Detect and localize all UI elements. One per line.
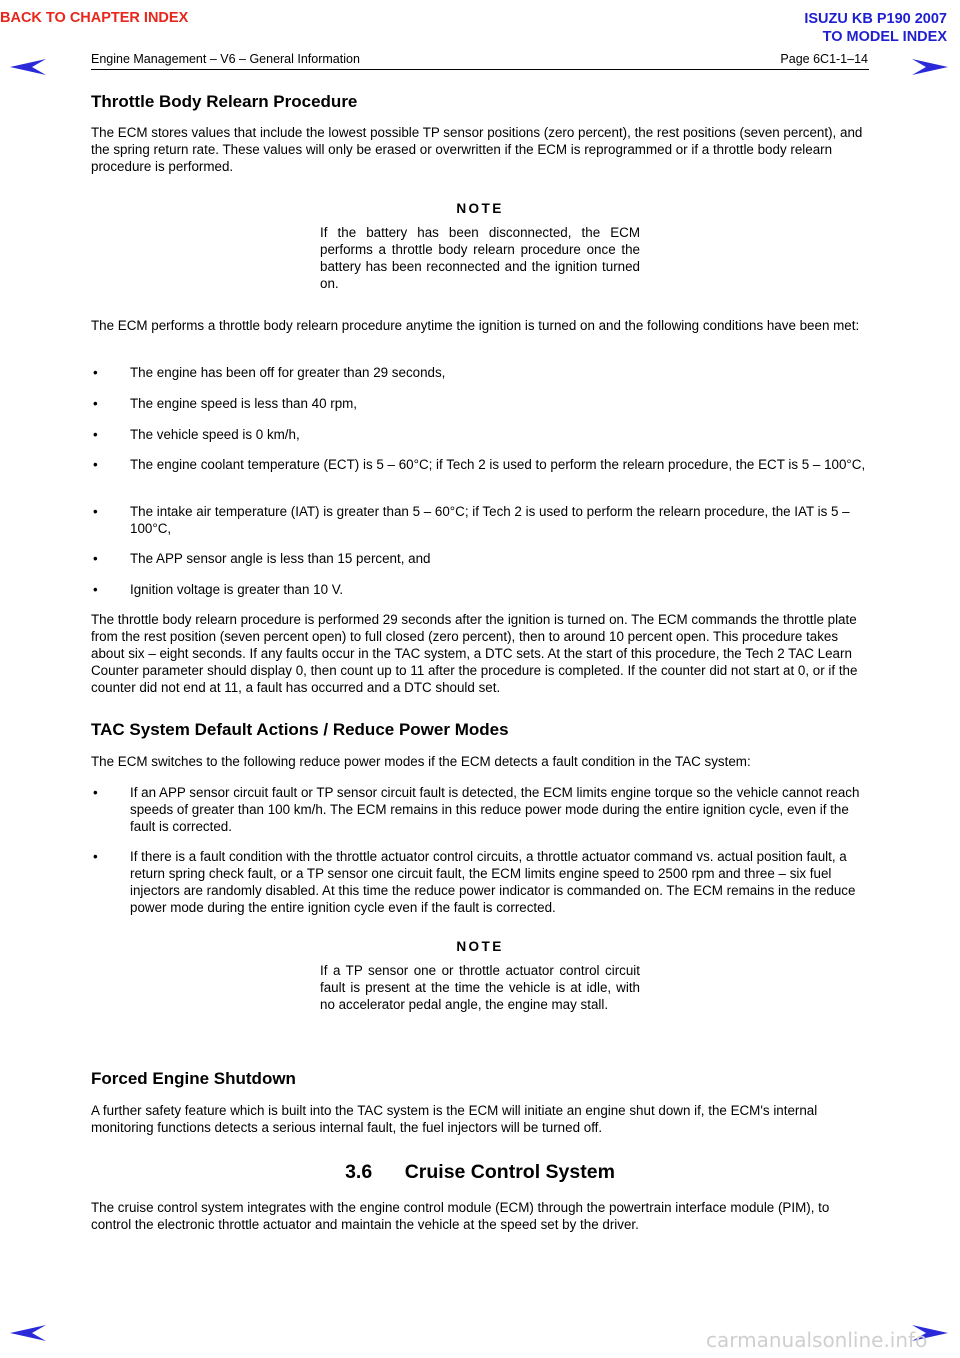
cruise-heading: 3.6 Cruise Control System [345,1161,615,1183]
shutdown-heading: Forced Engine Shutdown [91,1069,296,1088]
list-item: • Ignition voltage is greater than 10 V. [93,582,344,597]
header-rule [91,69,869,70]
next-page-arrow-icon[interactable] [910,56,950,78]
relearn-closing: The throttle body relearn procedure is performed 29 seconds after the ignition is turned on. The ECM commands the throttle plate from the rest position (seven percent open) to full closed (zero percent), then to around 10 percent open. This procedure takes about six – eight seconds. If any faults occur in the TAC system, a DTC sets. At the start of this procedure, the Tech 2 TAC Learn Counter parameter should display 0, then count up to 11 after the procedure is completed. If the counter did not start at 0, or if the counter did not end at 11, a fault has occurred and a DTC should set. [91,612,858,695]
list-item: • The engine coolant temperature (ECT) is 5 – 60°C; if Tech 2 is used to perform the relearn procedure, the ECT is 5 – 100°C, [93,457,866,472]
page-number: Page 6C1-1–14 [780,52,868,66]
list-item: • If there is a fault condition with the throttle actuator control circuits, a throttle actuator command vs. actual position fault, a return spring check fault, or a TP sensor one circuit fault, the ECM limits engine speed to 2500 rpm and three – six fuel injectors are randomly disabled. At this time the reduce power indicator is commanded on. The ECM remains in the reduce power mode during the entire ignition cycle even if the fault is corrected. [93,849,856,915]
list-item: • If an APP sensor circuit fault or TP sensor circuit fault is detected, the ECM limits engine torque so the vehicle cannot reach speeds of greater than 100 km/h. The ECM remains in this reduce power mode during the entire ignition cycle, even if the fault is corrected. [93,785,860,834]
note-body: If a TP sensor one or throttle actuator control circuit fault is present at the time the vehicle is at idle, with no accelerator pedal angle, the engine may stall. [320,963,640,1012]
list-item: • The intake air temperature (IAT) is greater than 5 – 60°C; if Tech 2 is used to perform the relearn procedure, the IAT is 5 – 100°C, [93,504,850,536]
bullet-icon: • [93,551,98,566]
to-model-index-link[interactable]: TO MODEL INDEX [822,29,947,45]
list-item: • The engine has been off for greater than 29 seconds, [93,365,446,380]
list-item: • The vehicle speed is 0 km/h, [93,427,300,442]
brand-title: ISUZU KB P190 2007 [804,11,947,27]
note-body: If the battery has been disconnected, the ECM performs a throttle body relearn procedure once the battery has been reconnected and the ignition turned on. [320,225,640,291]
shutdown-body: A further safety feature which is built into the TAC system is the ECM will initiate an engine shut down if, the ECM's internal monitoring functions detects a serious internal fault, the fuel injectors will be turned off. [91,1103,818,1135]
tac-intro: The ECM switches to the following reduce power modes if the ECM detects a fault condition in the TAC system: [91,754,751,769]
running-header-title: Engine Management – V6 – General Information [91,52,360,66]
list-item: • The APP sensor angle is less than 15 percent, and [93,551,431,566]
tac-heading: TAC System Default Actions / Reduce Power Modes [91,720,509,739]
bullet-icon: • [93,849,98,864]
note-title: NOTE [456,201,504,216]
bullet-icon: • [93,396,98,411]
back-to-chapter-index-link[interactable]: BACK TO CHAPTER INDEX [0,10,189,26]
bullet-icon: • [93,457,98,472]
prev-page-arrow-icon[interactable] [8,56,48,78]
cruise-body: The cruise control system integrates with the engine control module (ECM) through the powertrain interface module (PIM), to control the electronic throttle actuator and maintain the vehicle at the speed set by the driver. [91,1200,830,1232]
list-item: • The engine speed is less than 40 rpm, [93,396,358,411]
prev-page-arrow-icon[interactable] [8,1322,48,1344]
bullet-icon: • [93,582,98,597]
relearn-intro: The ECM stores values that include the lowest possible TP sensor positions (zero percent), the rest positions (seven percent), and the spring return rate. These values will only be erased or overwritten if the ECM is reprogrammed or if a throttle body relearn procedure is performed. [91,125,863,174]
bullet-icon: • [93,504,98,519]
relearn-conditions-intro: The ECM performs a throttle body relearn procedure anytime the ignition is turned on and the following conditions have been met: [91,318,860,333]
model-nav [804,10,947,46]
bullet-icon: • [93,785,98,800]
relearn-heading: Throttle Body Relearn Procedure [91,92,358,111]
bullet-icon: • [93,365,98,380]
note-title: NOTE [456,939,504,954]
watermark: carmanualsonline.info [706,1328,928,1352]
bullet-icon: • [93,427,98,442]
